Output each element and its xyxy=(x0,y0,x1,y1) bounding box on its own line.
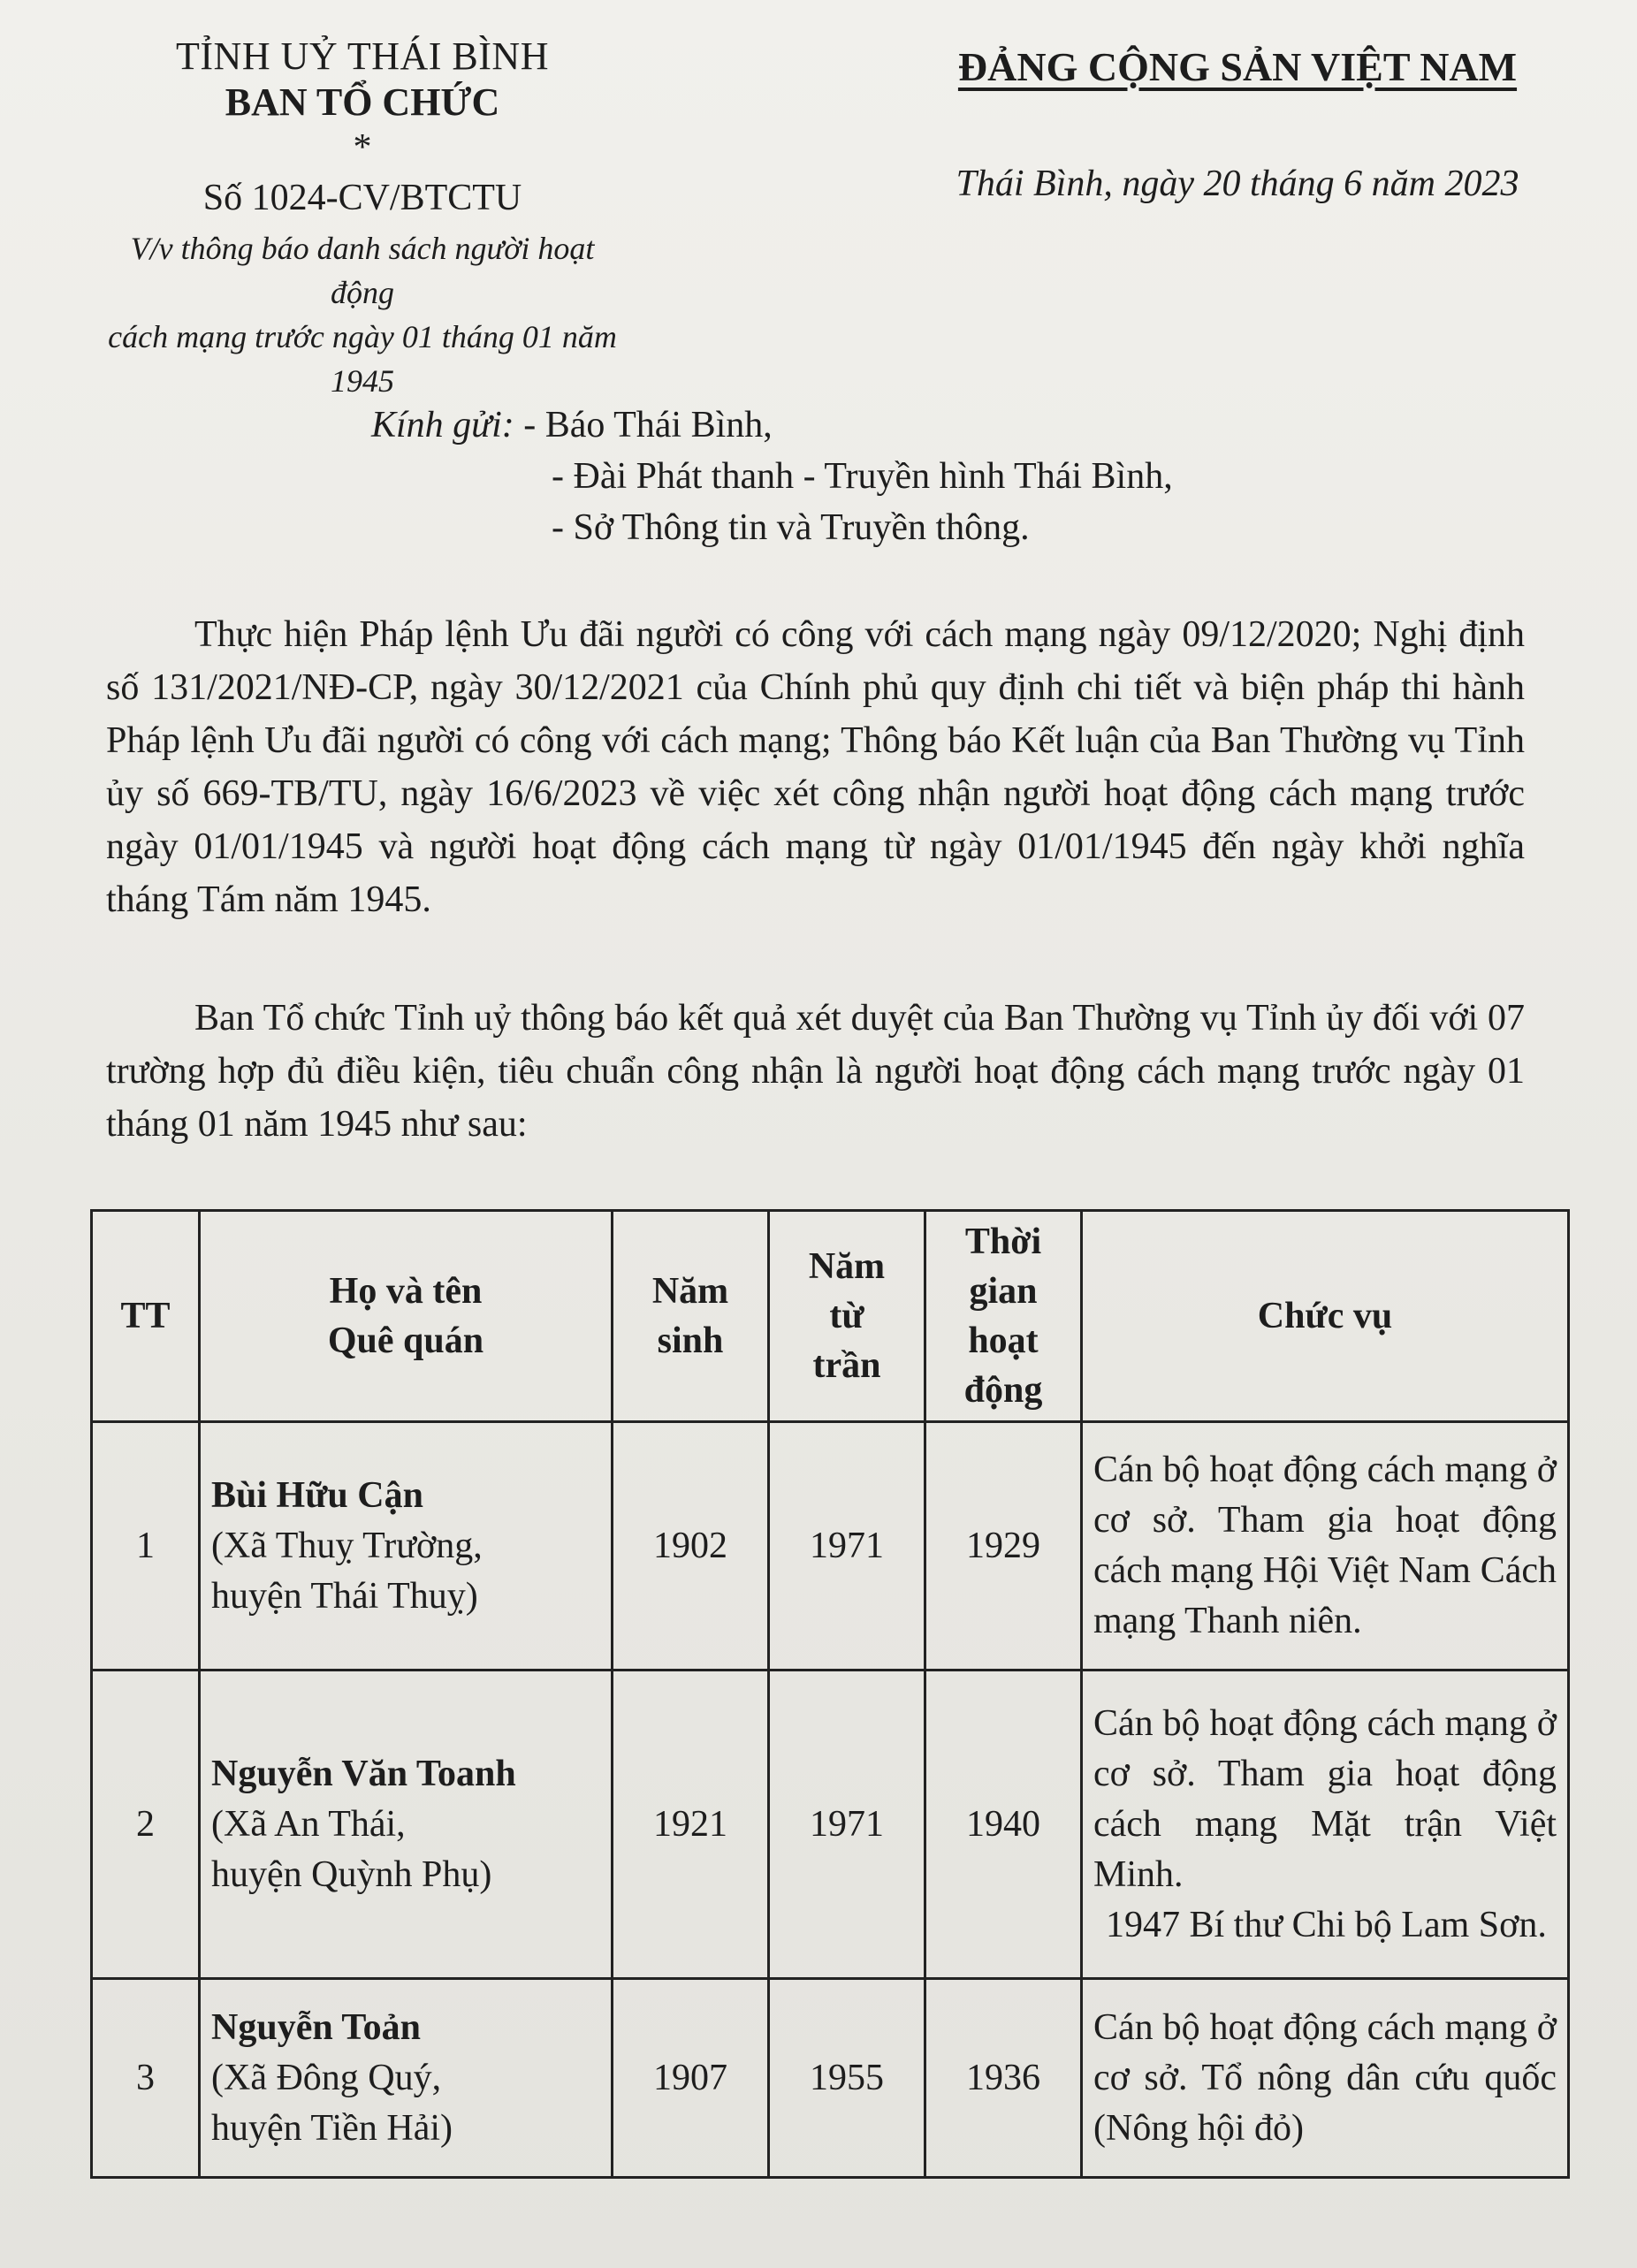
cell-position xyxy=(1082,1979,1569,2178)
cell-birth-year: 1907 xyxy=(613,1979,769,2178)
header-name: Họ và tên Quê quán xyxy=(200,1211,613,1422)
person-name: Nguyễn Văn Toanh xyxy=(211,1753,516,1794)
cell-death-year: 1971 xyxy=(769,1671,925,1979)
issuer-block xyxy=(97,34,628,403)
hometown: huyện Quỳnh Phụ) xyxy=(211,1853,492,1895)
person-name: Nguyễn Toản xyxy=(211,2006,421,2048)
header-tt: TT xyxy=(92,1211,200,1422)
header-birth-year: Năm sinh xyxy=(613,1211,769,1422)
header-active-time: Thời gian hoạt động xyxy=(925,1211,1082,1422)
cell-name xyxy=(200,1979,613,2178)
party-block xyxy=(893,42,1582,207)
cell-name xyxy=(200,1422,613,1671)
recipient-item: - Báo Thái Bình, xyxy=(523,405,773,445)
hometown: (Xã An Thái, xyxy=(211,1803,406,1845)
cell-death-year: 1955 xyxy=(769,1979,925,2178)
header-death-year: Năm từ trần xyxy=(769,1211,925,1422)
party-name: ĐẢNG CỘNG SẢN VIỆT NAM xyxy=(957,44,1518,89)
hometown: huyện Thái Thuỵ) xyxy=(211,1575,478,1617)
subject-line-1: V/v thông báo danh sách người hoạt động xyxy=(130,231,595,310)
recipient-item: - Đài Phát thanh - Truyền hình Thái Bình, xyxy=(552,456,1173,497)
cell-active-year: 1940 xyxy=(925,1671,1082,1979)
cell-active-year: 1929 xyxy=(925,1422,1082,1671)
department-name: BAN TỔ CHỨC xyxy=(225,80,500,124)
cell-active-year: 1936 xyxy=(925,1979,1082,2178)
cell-tt: 2 xyxy=(92,1671,200,1979)
recipients-label: Kính gửi: xyxy=(371,405,514,445)
table-row xyxy=(92,1422,1569,1671)
place-date: Thái Bình, ngày 20 tháng 6 năm 2023 xyxy=(956,164,1519,204)
body-paragraph-1 xyxy=(106,608,1525,926)
people-table xyxy=(90,1209,1570,2179)
cell-death-year: 1971 xyxy=(769,1422,925,1671)
cell-tt: 1 xyxy=(92,1422,200,1671)
table-row xyxy=(92,1979,1569,2178)
cell-birth-year: 1921 xyxy=(613,1671,769,1979)
person-name: Bùi Hữu Cận xyxy=(211,1474,423,1516)
position-text: Cán bộ hoạt động cách mạng ở cơ sở. Tổ nông dân cứu quốc (Nông hội đỏ) xyxy=(1093,2006,1557,2149)
position-text: Cán bộ hoạt động cách mạng ở cơ sở. Tham gia hoạt động cách mạng Mặt trận Việt Minh. xyxy=(1093,1702,1557,1895)
recipient-item: - Sở Thông tin và Truyền thông. xyxy=(552,507,1030,548)
body-paragraph-2 xyxy=(106,992,1525,1151)
document-number: Số 1024-CV/BTCTU xyxy=(202,178,522,218)
hometown: (Xã Đông Quý, xyxy=(211,2057,442,2098)
position-text: Cán bộ hoạt động cách mạng ở cơ sở. Tham gia hoạt động cách mạng Hội Việt Nam Cách mạng Thanh niên. xyxy=(1093,1450,1557,1641)
cell-name xyxy=(200,1671,613,1979)
star-mark: * xyxy=(353,127,372,168)
cell-birth-year: 1902 xyxy=(613,1422,769,1671)
cell-tt: 3 xyxy=(92,1979,200,2178)
paragraph-text: Thực hiện Pháp lệnh Ưu đãi người có công với cách mạng ngày 09/12/2020; Nghị định số 131/2021/NĐ-CP, ngày 30/12/2021 của Chính phủ quy định chi tiết và biện pháp thi hành Pháp lệnh Ưu đãi người có công với cách mạng; Thông báo Kết luận của Ban Thường vụ Tỉnh ủy số 669-TB/TU, ngày 16/6/2023 về việc xét công nhận người hoạt động cách mạng trước ngày 01/01/1945 và người hoạt động cách mạng từ ngày 01/01/1945 đến ngày khởi nghĩa tháng Tám năm 1945. xyxy=(106,614,1525,920)
hometown: huyện Tiền Hải) xyxy=(211,2107,453,2149)
cell-position xyxy=(1082,1671,1569,1979)
subject-line-2: cách mạng trước ngày 01 tháng 01 năm 1945 xyxy=(108,319,617,399)
table-row xyxy=(92,1671,1569,1979)
recipients-block xyxy=(371,400,1173,553)
table-header-row xyxy=(92,1211,1569,1422)
position-extra: 1947 Bí thư Chi bộ Lam Sơn. xyxy=(1106,1904,1547,1945)
header-position: Chức vụ xyxy=(1082,1211,1569,1422)
cell-position xyxy=(1082,1422,1569,1671)
hometown: (Xã Thuỵ Trường, xyxy=(211,1525,483,1566)
org-name: TỈNH UỶ THÁI BÌNH xyxy=(176,34,549,78)
paragraph-text: Ban Tổ chức Tỉnh uỷ thông báo kết quả xét duyệt của Ban Thường vụ Tỉnh ủy đối với 07 trường hợp đủ điều kiện, tiêu chuẩn công nhận là người hoạt động cách mạng trước ngày 01 tháng 01 năm 1945 như sau: xyxy=(106,998,1525,1145)
